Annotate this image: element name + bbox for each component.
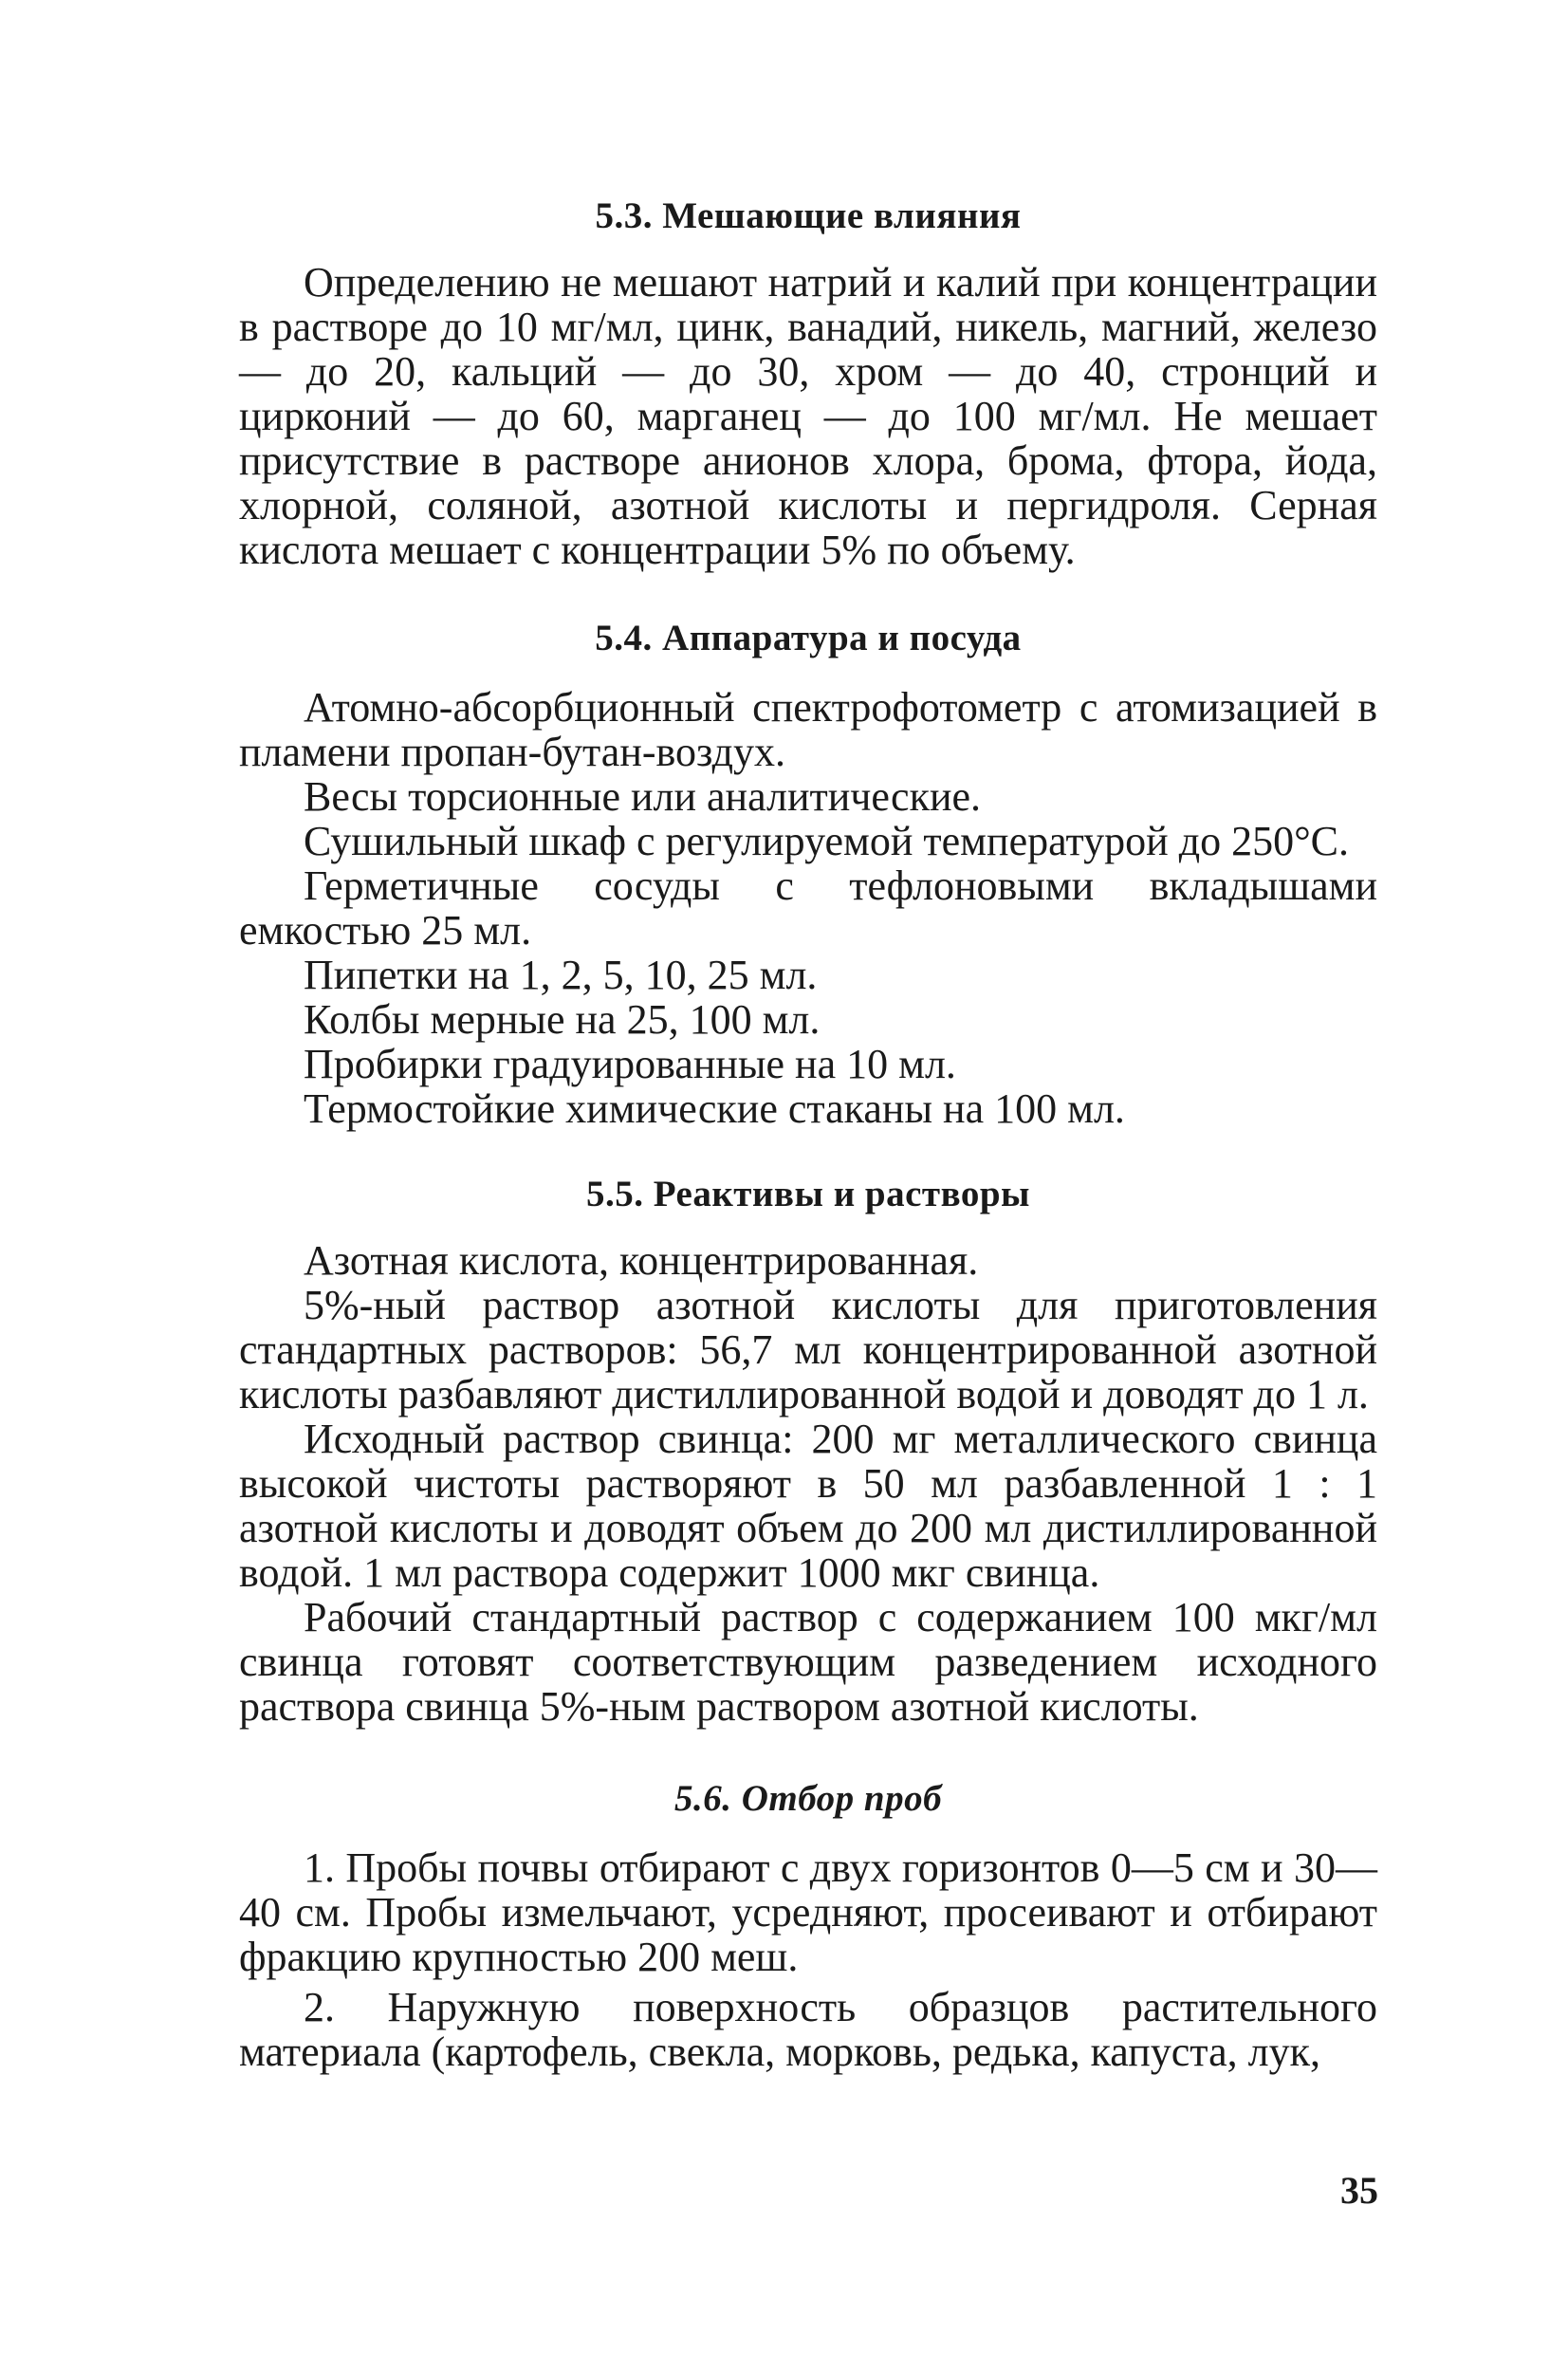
section-heading: 5.6. Отбор проб	[673, 1778, 943, 1819]
paragraph: 5%-ный раствор азотной кислоты для приготовления стандартных растворов: 56,7 мл концентрированной азотной кислоты разбавляют дистиллированной водой и доводят до 1 л.	[239, 1282, 1377, 1417]
paragraph: Пипетки на 1, 2, 5, 10, 25 мл.	[304, 952, 818, 998]
section-5-6	[239, 1777, 1377, 1820]
paragraph: Атомно-абсорбционный спектрофотометр с атомизацией в пламени пропан-бутан-воздух.	[239, 684, 1377, 775]
paragraph: Колбы мерные на 25, 100 мл.	[304, 996, 821, 1043]
section-5-3	[239, 195, 1377, 237]
section-heading: 5.5. Реактивы и растворы	[585, 1174, 1031, 1214]
paragraph: 2. Наружную поверхность образцов растительного материала (картофель, свекла, морковь, редька, капуста, лук,	[239, 1984, 1377, 2075]
section-5-4	[239, 617, 1377, 659]
section-5-6-body	[239, 1845, 1377, 2074]
paragraph: Пробирки градуированные на 10 мл.	[304, 1041, 956, 1087]
paragraph: Герметичные сосуды с тефлоновыми вкладышами емкостью 25 мл.	[239, 862, 1377, 954]
paragraph: Сушильный шкаф с регулируемой температурой до 250°C.	[304, 818, 1350, 864]
paragraph: Определению не мешают натрий и калий при концентрации в растворе до 10 мг/мл, цинк, ванадий, никель, магний, железо — до 20, кальций — до 30, хром — до 40, стронций и цирконий — до 60, марганец — до 100 мг/мл. Не мешает присутствие в растворе анионов хлора, брома, фтора, йода, хлорной, соляной, азотной кислоты и пергидроля. Серная кислота мешает с концентрации 5% по объему.	[239, 259, 1377, 573]
paragraph: Исходный раствор свинца: 200 мг металлического свинца высокой чистоты растворяют в 50 мл разбавленной 1 : 1 азотной кислоты и доводят объем до 200 мл дистиллированной водой. 1 мл раствора содержит 1000 мкг свинца.	[239, 1416, 1377, 1596]
page-number: 35	[1340, 2169, 1378, 2212]
section-5-5-body	[239, 1238, 1377, 1729]
paragraph: Рабочий стандартный раствор с содержанием 100 мкг/мл свинца готовят соответствующим разведением исходного раствора свинца 5%-ным раствором азотной кислоты.	[239, 1594, 1377, 1730]
paragraph: 1. Пробы почвы отбирают с двух горизонтов 0—5 см и 30—40 см. Пробы измельчают, усредняют, просеивают и отбирают фракцию крупностью 200 меш.	[239, 1844, 1377, 1980]
section-5-5	[239, 1173, 1377, 1215]
section-5-4-body	[239, 685, 1377, 1131]
section-5-3-body	[239, 260, 1377, 572]
paragraph: Весы торсионные или аналитические.	[304, 773, 982, 820]
paragraph: Азотная кислота, концентрированная.	[304, 1237, 979, 1284]
paragraph: Термостойкие химические стаканы на 100 мл.	[304, 1085, 1125, 1132]
section-heading: 5.4. Аппаратура и посуда	[595, 618, 1022, 658]
section-heading: 5.3. Мешающие влияния	[595, 195, 1022, 236]
